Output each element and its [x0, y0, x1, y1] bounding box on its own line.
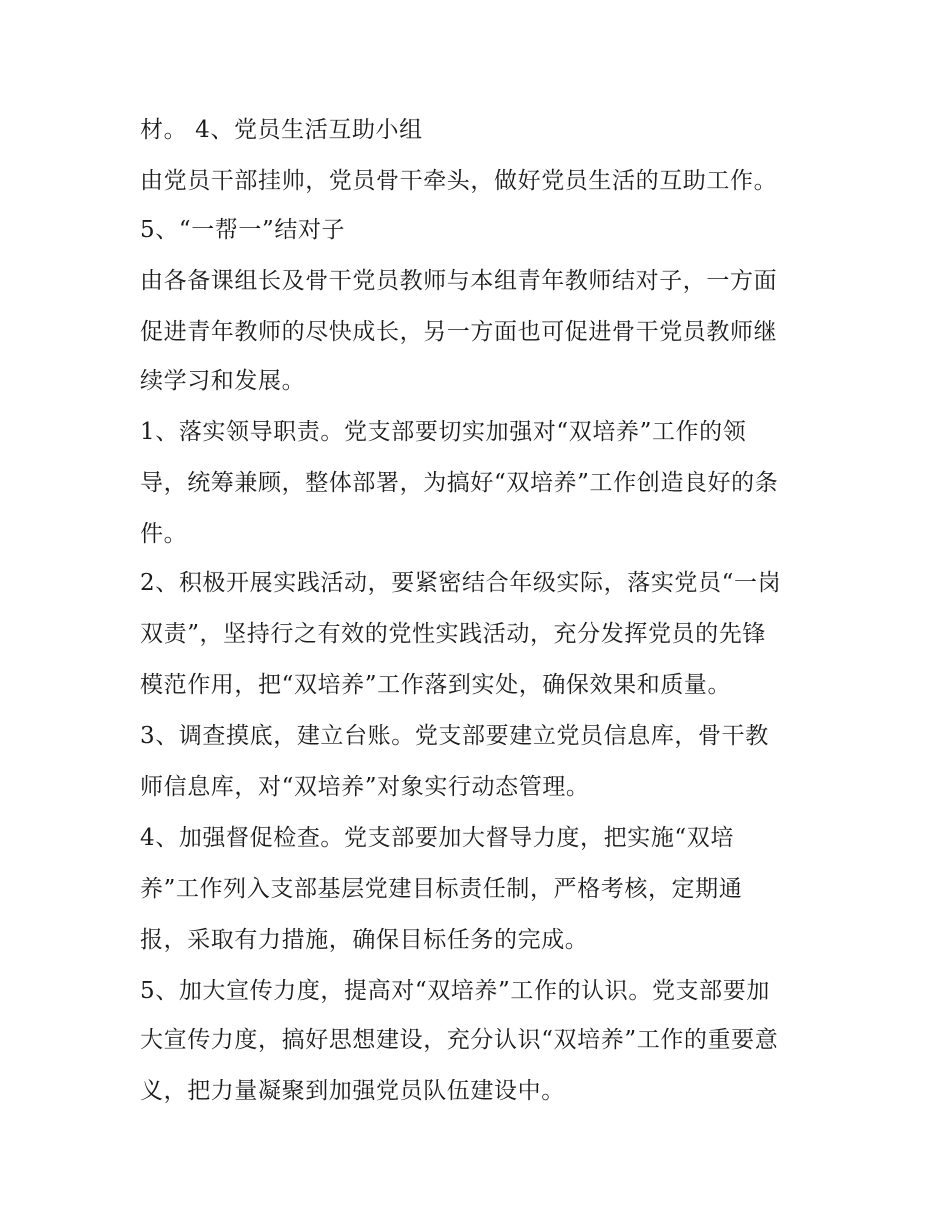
text-line: 养”工作列入支部基层党建目标责任制，严格考核，定期通	[140, 876, 743, 902]
text-line: 报，采取有力措施，确保目标任务的完成。	[140, 927, 589, 953]
text-line: 2、积极开展实践活动，要紧密结合年级实际，落实党员“一岗	[140, 570, 782, 596]
text-line: 双责”，坚持行之有效的党性实践活动，充分发挥党员的先锋	[140, 621, 766, 647]
text-line: 大宣传力度，搞好思想建设，充分认识“双培养”工作的重要意	[140, 1027, 779, 1053]
text-line: 由党员干部挂帅，党员骨干牵头，做好党员生活的互助工作。	[140, 168, 778, 194]
text-line: 由各备课组长及骨干党员教师与本组青年教师结对子，一方面	[140, 268, 778, 294]
text-line: 件。	[140, 521, 188, 547]
text-line: 5、“一帮一”结对子	[140, 217, 346, 243]
text-line: 材。 4、党员生活互助小组	[140, 117, 423, 143]
text-line: 4、加强督促检查。党支部要加大督导力度，把实施“双培	[140, 825, 734, 851]
text-line: 师信息库，对“双培养”对象实行动态管理。	[140, 774, 590, 800]
text-line: 义，把力量凝聚到加强党员队伍建设中。	[140, 1078, 565, 1104]
text-line: 3、调查摸底，建立台账。党支部要建立党员信息库，骨干教	[140, 723, 769, 749]
text-line: 5、加大宣传力度，提高对“双培养”工作的认识。党支部要加	[140, 978, 770, 1004]
text-line: 1、落实领导职责。党支部要切实加强对“双培养”工作的领	[140, 419, 747, 445]
text-line: 续学习和发展。	[140, 368, 306, 394]
text-line: 导，统筹兼顾，整体部署，为搞好“双培养”工作创造良好的条	[140, 470, 779, 496]
text-line: 促进青年教师的尽快成长，另一方面也可促进骨干党员教师继	[140, 319, 778, 345]
text-line: 模范作用，把“双培养”工作落到实处，确保效果和质量。	[140, 672, 732, 698]
